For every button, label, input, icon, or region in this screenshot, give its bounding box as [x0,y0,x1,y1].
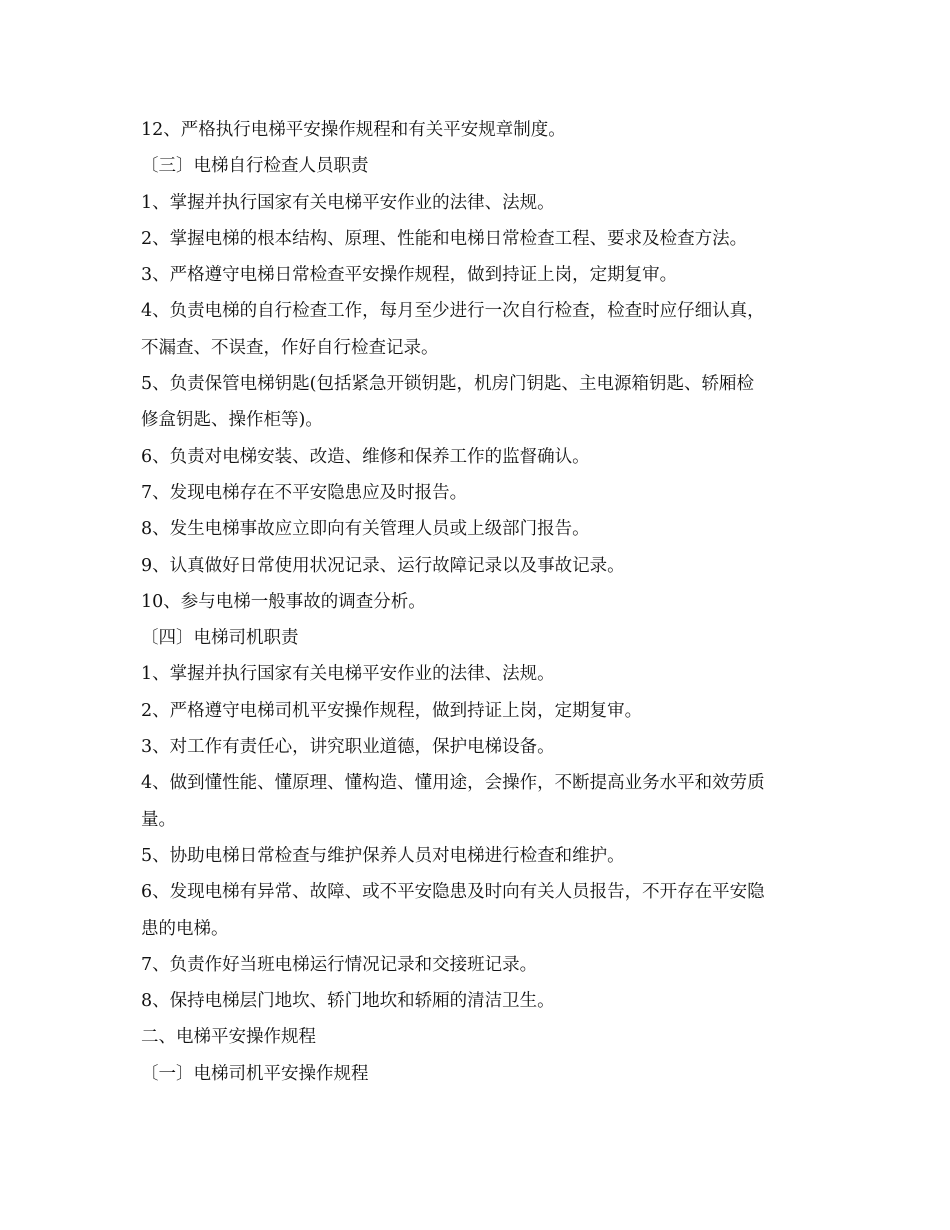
text-line: 12、严格执行电梯平安操作规程和有关平安规章制度。 [141,120,566,140]
text-line: 量。 [141,809,176,830]
text-line: 2、掌握电梯的根本结构、原理、性能和电梯日常检查工程、要求及检查方法。 [141,228,748,249]
text-line: 5、协助电梯日常检查与维护保养人员对电梯进行检查和维护。 [141,845,625,866]
text-line: 6、负责对电梯安装、改造、维修和保养工作的监督确认。 [141,446,590,467]
text-line: 8、发生电梯事故应立即向有关管理人员或上级部门报告。 [141,519,590,540]
text-line: 不漏查、不误查，作好自行检查记录。 [141,337,439,358]
chapter-heading: 二、电梯平安操作规程 [141,1027,316,1048]
text-line: 7、负责作好当班电梯运行情况记录和交接班记录。 [141,954,538,975]
text-line: 7、发现电梯存在不平安隐患应及时报告。 [141,482,468,503]
text-line: 10、参与电梯一般事故的调查分析。 [141,591,426,612]
text-line: 5、负责保管电梯钥匙(包括紧急开锁钥匙，机房门钥匙、主电源箱钥匙、轿厢检 [141,374,754,395]
text-line: 6、发现电梯有异常、故障、或不平安隐患及时向有关人员报告，不开存在平安隐 [141,882,765,903]
text-line: 2、严格遵守电梯司机平安操作规程，做到持证上岗，定期复审。 [141,700,643,721]
text-line: 3、严格遵守电梯日常检查平安操作规程，做到持证上岗，定期复审。 [141,265,678,286]
text-line: 1、掌握并执行国家有关电梯平安作业的法律、法规。 [141,664,555,685]
text-line: 1、掌握并执行国家有关电梯平安作业的法律、法规。 [141,192,555,213]
document-body [141,112,811,1092]
section-heading: 〔三〕电梯自行检查人员职责 [141,156,369,177]
text-line: 4、做到懂性能、懂原理、懂构造、懂用途，会操作，不断提高业务水平和效劳质 [141,773,765,794]
text-line: 4、负责电梯的自行检查工作，每月至少进行一次自行检查，检查时应仔细认真， [141,301,765,322]
section-heading: 〔一〕电梯司机平安操作规程 [141,1063,369,1084]
section-heading: 〔四〕电梯司机职责 [141,628,299,649]
text-line: 9、认真做好日常使用状况记录、运行故障记录以及事故记录。 [141,555,625,576]
text-line: 修盒钥匙、操作柜等)。 [141,410,323,431]
text-line: 3、对工作有责任心，讲究职业道德，保护电梯设备。 [141,737,555,758]
text-line: 患的电梯。 [141,918,229,939]
text-line: 8、保持电梯层门地坎、轿门地坎和轿厢的清洁卫生。 [141,991,555,1012]
